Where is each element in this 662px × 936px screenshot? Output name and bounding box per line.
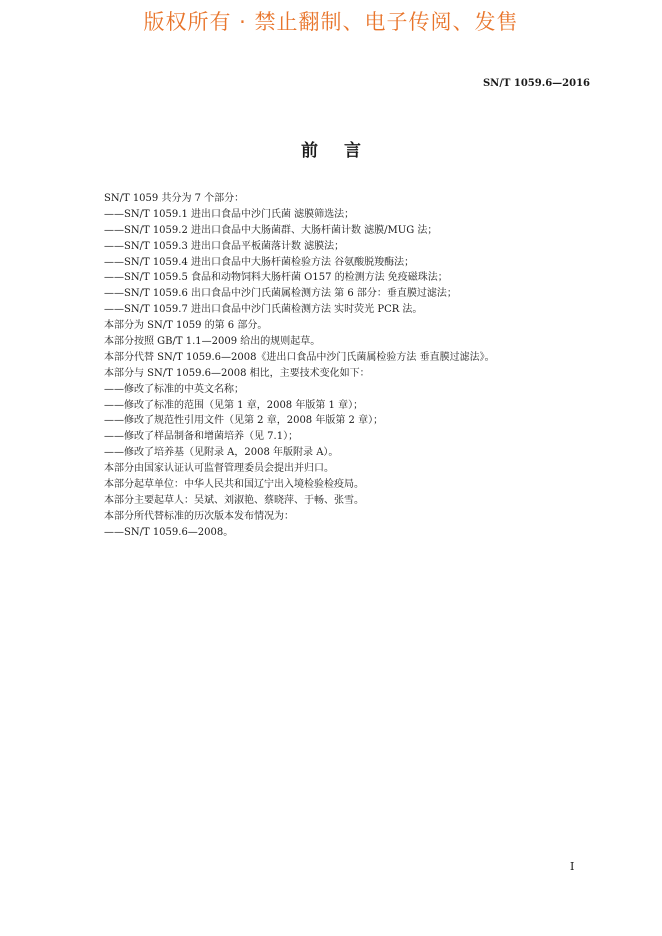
text-line: ——SN/T 1059.5 食品和动物饲料大肠杆菌 O157 的检测方法 免疫磁珠法； — [104, 272, 448, 284]
text-line: 本部分与 SN/T 1059.6—2008 相比，主要技术变化如下： — [104, 367, 370, 379]
text-line: 本部分代替 SN/T 1059.6—2008《进出口食品中沙门氏菌属检验方法 垂直膜过滤法》。 — [104, 351, 495, 363]
text-line: ——SN/T 1059.7 进出口食品中沙门氏菌检测方法 实时荧光 PCR 法。 — [104, 304, 423, 316]
text-line: ——SN/T 1059.6—2008。 — [104, 526, 234, 538]
text-line: 本部分所代替标准的历次版本发布情况为： — [104, 510, 294, 522]
foreword-body — [104, 191, 604, 541]
text-line: 本部分主要起草人：吴斌、刘淑艳、蔡晓萍、于畅、张雪。 — [104, 494, 364, 506]
text-line: 本部分为 SN/T 1059 的第 6 部分。 — [104, 320, 268, 332]
text-line: ——修改了样品制备和增菌培养（见 7.1）； — [104, 431, 299, 443]
text-line: ——SN/T 1059.4 进出口食品中大肠杆菌检验方法 谷氨酸脱羧酶法； — [104, 256, 415, 268]
page-title: 前言 — [301, 141, 387, 161]
text-line: 本部分由国家认证认可监督管理委员会提出并归口。 — [104, 463, 334, 475]
text-line: ——修改了规范性引用文件（见第 2 章，2008 年版第 2 章）； — [104, 415, 384, 427]
standard-code: SN/T 1059.6—2016 — [482, 78, 590, 89]
text-line: ——SN/T 1059.3 进出口食品平板菌落计数 滤膜法； — [104, 240, 345, 252]
text-line: ——SN/T 1059.1 进出口食品中沙门氏菌 滤膜筛选法； — [104, 208, 355, 220]
copyright-watermark: 版权所有 · 禁止翻制、电子传阅、发售 — [143, 10, 519, 34]
text-line: ——SN/T 1059.2 进出口食品中大肠菌群、大肠杆菌计数 滤膜/MUG 法； — [104, 224, 438, 236]
text-line: ——SN/T 1059.6 出口食品中沙门氏菌属检测方法 第 6 部分：垂直膜过滤法； — [104, 288, 457, 300]
text-line: ——修改了培养基（见附录 A，2008 年版附录 A）。 — [104, 447, 339, 459]
text-line: 本部分按照 GB/T 1.1—2009 给出的规则起草。 — [104, 336, 321, 348]
page-number: I — [570, 860, 575, 873]
text-line: ——修改了标准的范围（见第 1 章，2008 年版第 1 章）； — [104, 399, 364, 411]
text-line: 本部分起草单位：中华人民共和国辽宁出入境检验检疫局。 — [104, 479, 364, 491]
text-line: SN/T 1059 共分为 7 个部分： — [104, 193, 245, 204]
text-line: ——修改了标准的中英文名称； — [104, 383, 244, 395]
